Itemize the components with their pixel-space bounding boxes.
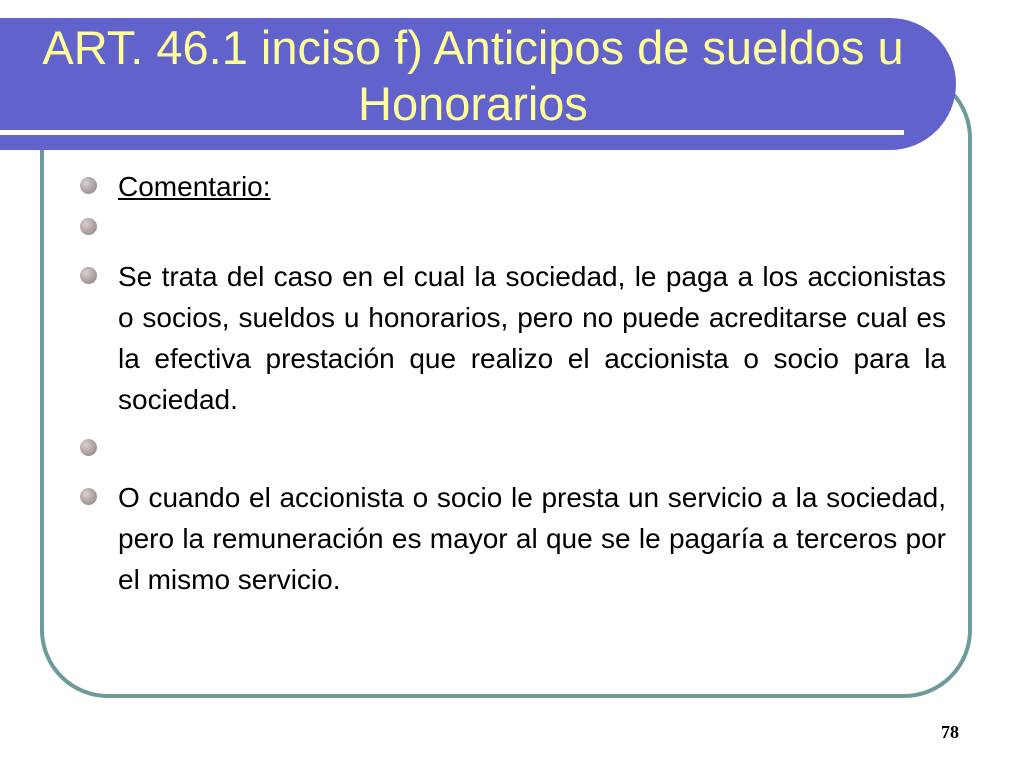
bullet-icon	[80, 218, 97, 235]
bullet-icon	[80, 177, 97, 194]
bullet-item-empty	[80, 428, 946, 469]
bullet-icon	[80, 488, 97, 505]
bullet-icon	[80, 267, 97, 284]
bullet-list	[80, 166, 946, 600]
bullet-icon	[80, 439, 97, 456]
bullet-text: Se trata del caso en el cual la sociedad, le paga a los accionistas o socios, sueldos u honorarios, pero no puede acreditarse cual es la efectiva prestación que realizo el accionista o socio para la sociedad.	[118, 261, 946, 415]
bullet-text: Comentario:	[118, 171, 271, 202]
bullet-item-empty	[80, 207, 946, 248]
bullet-item-prestacion	[80, 256, 946, 420]
bullet-item-remuneracion	[80, 477, 946, 600]
slide-title: ART. 46.1 inciso f) Anticipos de sueldos u Honorarios	[42, 21, 904, 130]
page-number: 78	[941, 722, 959, 742]
bullet-text: O cuando el accionista o socio le presta un servicio a la sociedad, pero la remuneración es mayor al que se le pagaría a terceros por el mismo servicio.	[118, 482, 946, 595]
bullet-item-comentario	[80, 166, 946, 207]
